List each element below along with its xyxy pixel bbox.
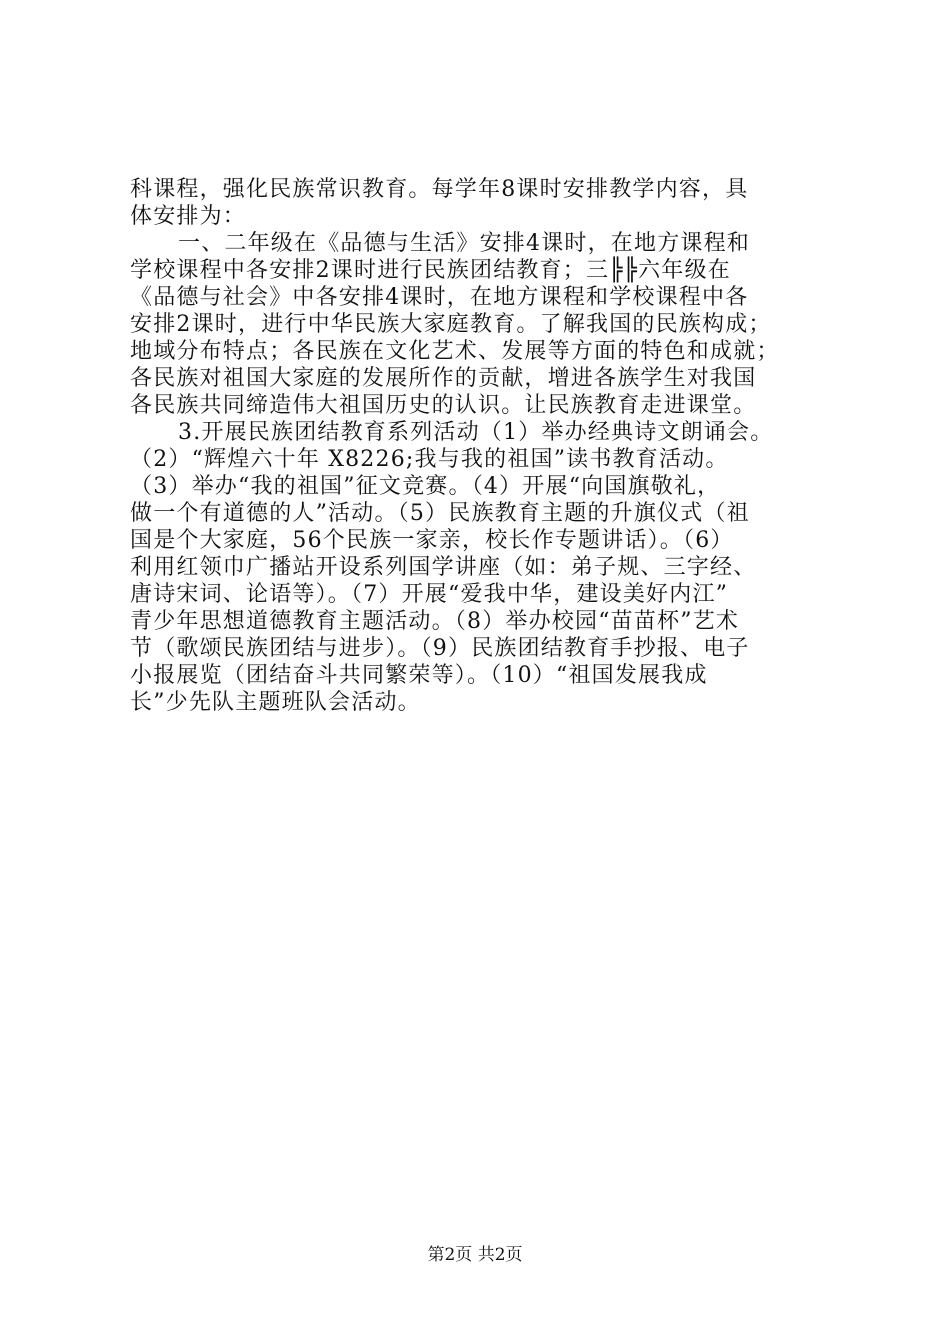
text-line: 学校课程中各安排2课时进行民族团结教育；三╠╠六年级在 [130, 258, 731, 283]
text-line: 做一个有道德的人”活动。（5）民族教育主题的升旗仪式（祖 [130, 501, 750, 526]
text-line: 安排2课时，进行中华民族大家庭教育。了解我国的民族构成； [130, 312, 772, 337]
paragraph-start-line: 一、二年级在《品德与生活》安排4课时，在地方课程和 [178, 231, 750, 256]
body-text [130, 176, 830, 716]
text-line: 体安排为： [130, 204, 247, 229]
text-line: 各民族共同缔造伟大祖国历史的认识。让民族教育走进课堂。 [130, 393, 757, 418]
text-line: 青少年思想道德教育主题活动。（8）举办校园“苗苗杯”艺术 [130, 609, 740, 634]
text-line: 小报展览（团结奋斗共同繁荣等）。（10）“祖国发展我成 [130, 663, 708, 688]
text-line: （2）“辉煌六十年 X8226;我与我的祖国”读书教育活动。 [130, 447, 729, 472]
text-line: 《品德与社会》中各安排4课时，在地方课程和学校课程中各 [130, 285, 749, 310]
paragraph-start-line: 3.开展民族团结教育系列活动（1）举办经典诗文朗诵会。 [178, 420, 774, 445]
text-line: 长”少先队主题班队会活动。 [130, 690, 421, 715]
text-line: 国是个大家庭，56个民族一家亲，校长作专题讲话）。（6） [130, 528, 734, 553]
text-line: 利用红领巾广播站开设系列国学讲座（如：弟子规、三字经、 [130, 555, 757, 580]
text-line: 各民族对祖国大家庭的发展所作的贡献，增进各族学生对我国 [130, 366, 757, 391]
text-line: 地域分布特点；各民族在文化艺术、发展等方面的特色和成就； [130, 339, 780, 364]
text-line: 科课程，强化民族常识教育。每学年8课时安排教学内容，具 [130, 177, 749, 202]
text-line: （3）举办“我的祖国”征文竞赛。（4）开展“向国旗敬礼， [130, 474, 721, 499]
page-number-footer: 第2页 共2页 [427, 1245, 523, 1265]
text-line: 唐诗宋词、论语等）。（7）开展“爱我中华，建设美好内江” [130, 582, 729, 607]
text-line: 节（歌颂民族团结与进步）。（9）民族团结教育手抄报、电子 [130, 636, 750, 661]
